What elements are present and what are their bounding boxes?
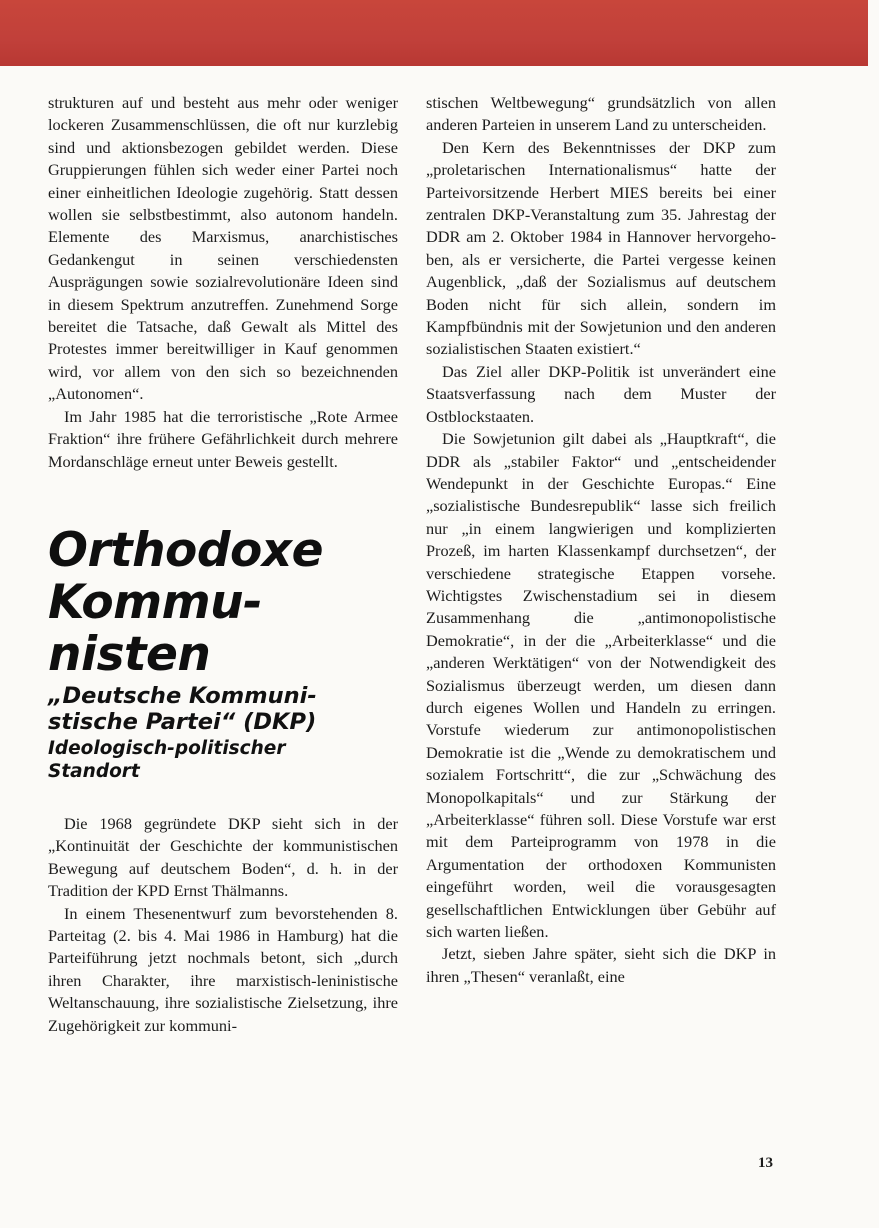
left-column — [48, 92, 398, 1037]
heading-line-2: Kommu- — [48, 574, 263, 630]
paragraph-internationalismus: Den Kern des Bekenntnisses der DKP zum „proletarischen Internationalismus“ hatte der Parteivorsitzende Herbert MIES bereits bei einer zentralen DKP-Veranstaltung zum 35. Jahrestag der DDR am 2. Oktober 1984 in Hannover hervorgehoben, als er versicherte, die Partei vergesse keinen Augenblick, „daß der Sozialismus auf deutschem Boden nicht für sich allein, sondern im Kampfbündnis mit der Sowjetunion und den anderen sozialistischen Staaten existiert.“ — [426, 137, 776, 359]
paragraph-raf: Im Jahr 1985 hat die terroristische „Rote Armee Fraktion“ ihre frühere Gefährlichkeit durch mehrere Mordanschläge erneut unter Beweis gestellt. — [48, 406, 398, 471]
paragraph-autonome: strukturen auf und besteht aus mehr oder weniger lockeren Zusammenschlüssen, die oft nur kurzlebig sind und aktionsbezogen gebildet werden. Diese Gruppierungen fühlen sich weder einer Partei noch einer einheitlichen Ideologie zugehörig. Statt dessen wollen sie selbstbestimmt, also autonom handeln. Elemente des Marxismus, anarchistisches Gedankengut in seinen verschiedensten Ausprägungen sowie sozialrevolutionäre Ideen sind in diesem Spektrum anzutreffen. Zunehmend Sorge bereitet die Tatsache, daß Gewalt als Mittel des Protestes immer bereitwilliger in Kauf genommen wird, vor allem von den sich so bezeichnenden „Autonomen“. — [48, 93, 398, 404]
subheading-line-2: stische Partei“ (DKP) — [48, 708, 317, 735]
paragraph-dkp-founding: Die 1968 gegründete DKP sieht sich in der „Kontinuität der Geschichte der kommunistischen Bewegung auf deutschem Boden“, d. h. in der Tradition der KPD Ernst Thälmanns. — [48, 813, 398, 901]
paragraph-weltbewegung: stischen Weltbewegung“ grundsätzlich von allen anderen Parteien in unserem Land zu unterscheiden. — [426, 93, 776, 135]
subheading-line-3: Ideologisch-politischer — [48, 737, 286, 759]
page-number: 13 — [758, 1155, 773, 1171]
subheading-line-4: Standort — [48, 760, 140, 782]
heading-line-3: nisten — [48, 626, 211, 682]
paragraph-thesen: Jetzt, sieben Jahre später, sieht sich die DKP in ihren „Thesen“ veranlaßt, eine — [426, 944, 776, 986]
top-color-bar — [0, 0, 868, 66]
right-column — [426, 92, 776, 988]
heading-line-1: Orthodoxe — [48, 522, 323, 578]
paragraph-thesenentwurf: In einem Thesenentwurf zum bevorstehenden 8. Parteitag (2. bis 4. Mai 1986 in Hamburg) hat die Parteiführung jetzt nochmals betont, sich „durch ihren Charakter, ihre marxistisch-leninistische Weltanschauung, ihre sozialistische Zielsetzung, ihre Zugehörigkeit zur kommuni- — [48, 903, 398, 1035]
paragraph-sowjetunion: Die Sowjetunion gilt dabei als „Hauptkraft“, die DDR als „stabiler Faktor“ und „entscheidender Wendepunkt in der Geschichte Europas.“ Eine „sozialistische Bundesrepublik“ lasse sich freilich nur „in einem langwierigen und komplizierten Prozeß, im harten Klassenkampf durchsetzen“, der verschiedene strategische Etappen vorsehe. Wichtigstes Zwischenstadium sei in diesem Zusammenhang die „antimonopolistische Demokratie“, in der die „Arbeiterklasse“ und die „anderen Werktätigen“ von der Notwendigkeit des Sozialismus überzeugt werden, um diesen dann durch eigenes Wollen und Handeln zu erringen. Vorstufe wiederum zur antimonopolistischen Demokratie ist die „Wende zu demokratischem und sozialem Fortschritt“, die zur „Schwächung des Monopolkapitals“ und zur Stärkung der „Arbeiterklasse“ führen soll. Diese Vorstufe war erst mit dem Parteiprogramm von 1978 in die Argumentation der orthodoxen Kommunisten eingeführt worden, weil die vorausgesagten gesellschaftlichen Entwicklungen über Gebühr auf sich warten ließen. — [426, 429, 776, 942]
subheading-line-1: „Deutsche Kommuni- — [48, 682, 317, 709]
paragraph-staatsverfassung: Das Ziel aller DKP-Politik ist unverändert eine Staatsverfassung nach dem Muster der Ostblockstaaten. — [426, 361, 776, 426]
section-heading — [48, 522, 398, 783]
